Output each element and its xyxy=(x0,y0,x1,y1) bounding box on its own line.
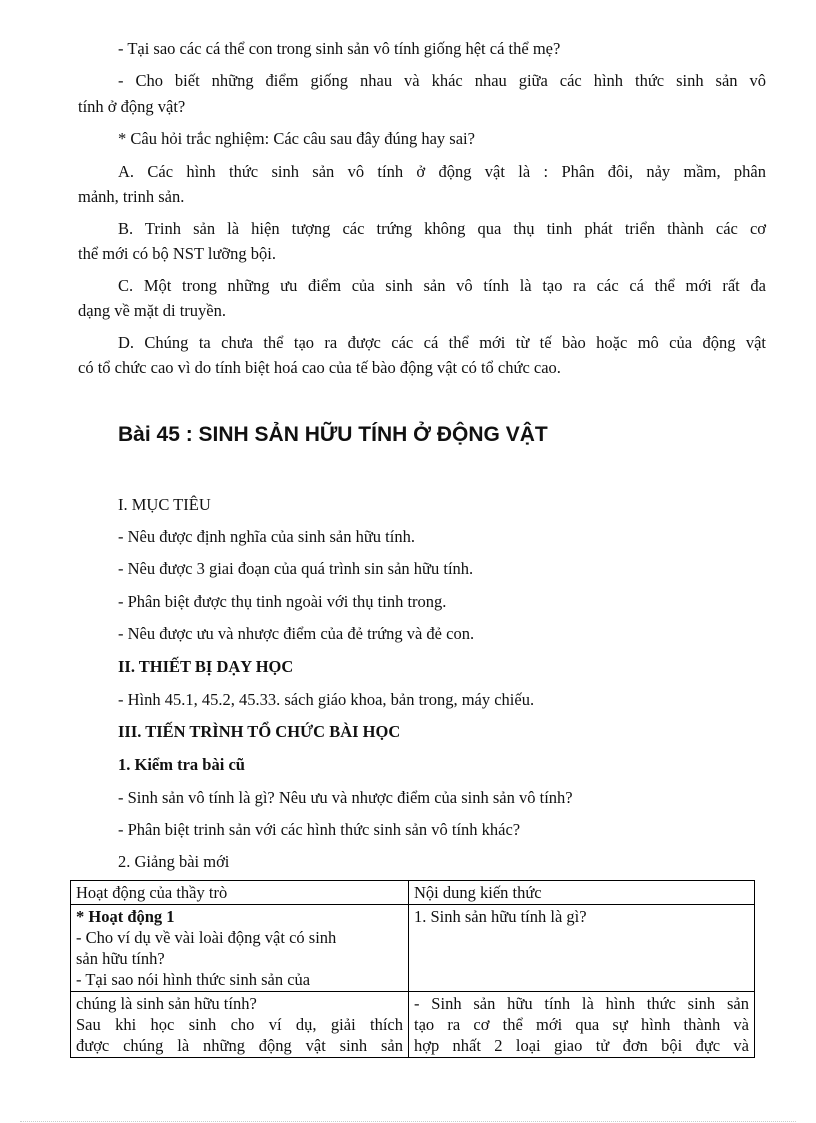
subsection-1-heading: 1. Kiểm tra bài cũ xyxy=(118,755,245,774)
lesson-title: Bài 45 : SINH SẢN HỮU TÍNH Ở ĐỘNG VẬT xyxy=(118,423,548,446)
question-1: - Tại sao các cá thể con trong sinh sản vô tính giống hệt cá thể mẹ? xyxy=(118,39,561,58)
section-3-heading: III. TIẾN TRÌNH TỔ CHỨC BÀI HỌC xyxy=(118,722,401,741)
statement-a-line-1: A. Các hình thức sinh sản vô tính ở động vật là : Phân đôi, nảy mầm, phân xyxy=(118,162,766,181)
content-heading: 1. Sinh sản hữu tính là gì? xyxy=(414,907,587,926)
objective-1: - Nêu được định nghĩa của sinh sản hữu tính. xyxy=(118,527,415,546)
activity-heading: * Hoạt động 1 xyxy=(76,907,175,926)
table-row xyxy=(71,905,755,992)
content-cell xyxy=(409,905,755,992)
activity-line-2: sản hữu tính? xyxy=(76,949,165,968)
content-line-3: hợp nhất 2 loại giao tử đơn bội đực và xyxy=(414,1036,749,1055)
subsection-2-heading: 2. Giảng bài mới xyxy=(118,852,230,871)
statement-b-line-2: thể mới có bộ NST lưỡng bội. xyxy=(78,244,276,263)
page-bottom-divider xyxy=(20,1121,796,1122)
activity-line-1: - Cho ví dụ về vài loài động vật có sinh xyxy=(76,928,337,947)
question-2-line-2: tính ở động vật? xyxy=(78,97,186,116)
content-line-2: tạo ra cơ thể mới qua sự hình thành và xyxy=(414,1015,749,1034)
objective-4: - Nêu được ưu và nhược điểm của đẻ trứng và đẻ con. xyxy=(118,624,475,643)
section-1-heading: I. MỤC TIÊU xyxy=(118,495,211,514)
table-header-row xyxy=(71,881,755,905)
statement-d-line-1: D. Chúng ta chưa thể tạo ra được các cá thể mới từ tế bào hoặc mô của động vật xyxy=(118,333,766,352)
statement-b-line-1: B. Trinh sản là hiện tượng các trứng không qua thụ tinh phát triển thành các cơ xyxy=(118,219,766,238)
section-2-heading: II. THIẾT BỊ DẠY HỌC xyxy=(118,657,294,676)
objective-2: - Nêu được 3 giai đoạn của quá trình sin sản hữu tính. xyxy=(118,559,474,578)
table-header-teacher-student: Hoạt động của thầy trò xyxy=(71,881,409,905)
equipment-line: - Hình 45.1, 45.2, 45.33. sách giáo khoa, bản trong, máy chiếu. xyxy=(118,690,535,709)
statement-a-line-2: mảnh, trinh sản. xyxy=(78,187,185,206)
activity-line-3: - Tại sao nói hình thức sinh sản của xyxy=(76,970,311,989)
activity-line-6: được chúng là những động vật sinh sản xyxy=(76,1036,403,1055)
review-question-2: - Phân biệt trinh sản với các hình thức sinh sản vô tính khác? xyxy=(118,820,521,839)
activity-line-4: chúng là sinh sản hữu tính? xyxy=(76,994,257,1013)
review-question-1: - Sinh sản vô tính là gì? Nêu ưu và nhược điểm của sinh sản vô tính? xyxy=(118,788,573,807)
activity-cell xyxy=(71,992,409,1058)
statement-c-line-1: C. Một trong những ưu điểm của sinh sản vô tính là tạo ra các cá thể mới rất đa xyxy=(118,276,766,295)
activity-line-5: Sau khi học sinh cho ví dụ, giải thích xyxy=(76,1015,403,1034)
content-line-1: - Sinh sản hữu tính là hình thức sinh sản xyxy=(414,994,749,1013)
objective-3: - Phân biệt được thụ tinh ngoài với thụ tinh trong. xyxy=(118,592,447,611)
activity-cell xyxy=(71,905,409,992)
question-2-line-1: - Cho biết những điểm giống nhau và khác nhau giữa các hình thức sinh sản vô xyxy=(118,71,766,90)
lesson-table xyxy=(70,880,755,1058)
statement-d-line-2: có tổ chức cao vì do tính biệt hoá cao của tế bào động vật có tổ chức cao. xyxy=(78,358,561,377)
multiple-choice-header: * Câu hỏi trắc nghiệm: Các câu sau đây đúng hay sai? xyxy=(118,129,475,148)
statement-c-line-2: dạng về mặt di truyền. xyxy=(78,301,227,320)
content-cell xyxy=(409,992,755,1058)
table-row xyxy=(71,992,755,1058)
table-header-content: Nội dung kiến thức xyxy=(409,881,755,905)
